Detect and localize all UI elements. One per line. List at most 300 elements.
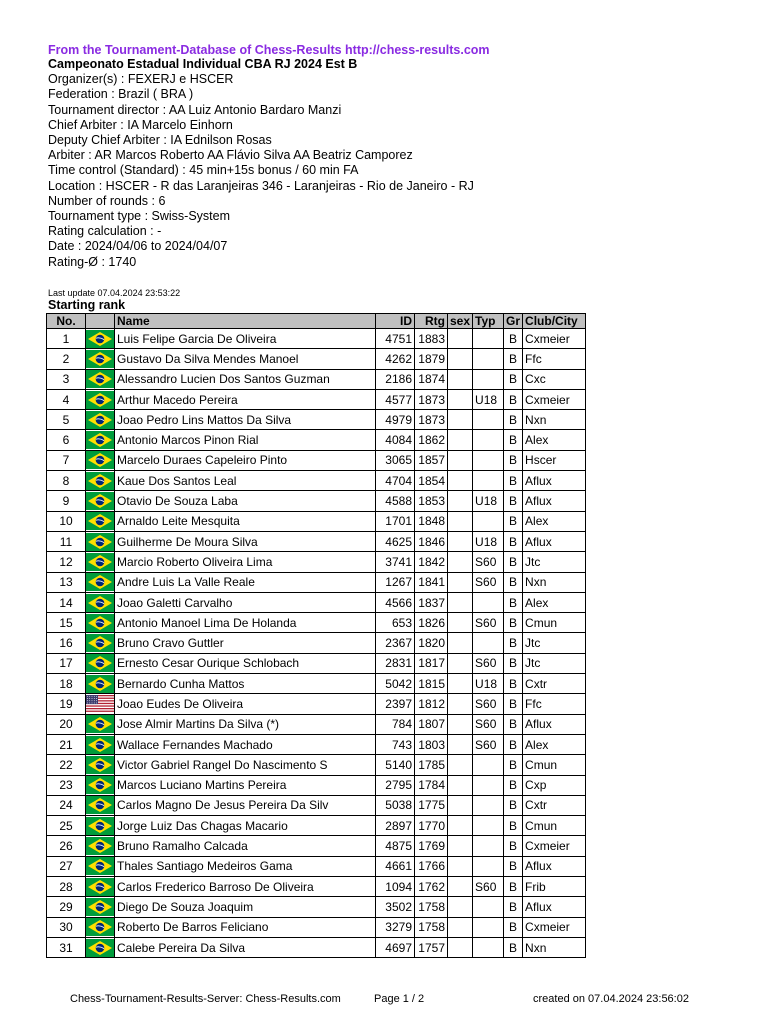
player-club: Cxmeier <box>523 329 586 349</box>
player-name[interactable]: Antonio Manoel Lima De Holanda <box>115 613 376 633</box>
player-type <box>473 897 504 917</box>
player-group: B <box>504 653 523 673</box>
player-rating: 1853 <box>415 491 448 511</box>
player-rating: 1785 <box>415 755 448 775</box>
brazil-flag-icon <box>86 816 115 836</box>
info-type: Tournament type : Swiss-System <box>48 209 231 224</box>
tournament-title: Campeonato Estadual Individual CBA RJ 2024 Est B <box>48 57 358 71</box>
col-id: ID <box>376 314 415 329</box>
table-row <box>47 572 586 592</box>
brazil-flag-icon <box>86 836 115 856</box>
player-name[interactable]: Victor Gabriel Rangel Do Nascimento S <box>115 755 376 775</box>
table-body <box>47 329 586 958</box>
player-no: 4 <box>47 389 86 409</box>
player-sex <box>448 430 473 450</box>
footer-server: Chess-Tournament-Results-Server: Chess-Results.com <box>70 993 341 1005</box>
player-name[interactable]: Kaue Dos Santos Leal <box>115 471 376 491</box>
table-row <box>47 856 586 876</box>
brazil-flag-icon <box>86 734 115 754</box>
table-row <box>47 674 586 694</box>
table-row <box>47 349 586 369</box>
player-club: Nxn <box>523 572 586 592</box>
table-row <box>47 836 586 856</box>
player-sex <box>448 653 473 673</box>
brazil-flag-icon <box>86 877 115 897</box>
player-club: Cxp <box>523 775 586 795</box>
table-row <box>47 694 586 714</box>
player-group: B <box>504 734 523 754</box>
player-id: 4588 <box>376 491 415 511</box>
player-type: S60 <box>473 714 504 734</box>
player-id: 1701 <box>376 511 415 531</box>
player-sex <box>448 836 473 856</box>
player-no: 10 <box>47 511 86 531</box>
table-row <box>47 877 586 897</box>
player-no: 14 <box>47 592 86 612</box>
tournament-info <box>48 57 474 270</box>
player-sex <box>448 349 473 369</box>
col-rtg: Rtg <box>415 314 448 329</box>
last-update: Last update 07.04.2024 23:53:22 <box>48 288 181 298</box>
player-club: Aflux <box>523 491 586 511</box>
player-group: B <box>504 410 523 430</box>
player-club: Aflux <box>523 531 586 551</box>
table-row <box>47 795 586 815</box>
player-no: 18 <box>47 674 86 694</box>
player-sex <box>448 633 473 653</box>
player-name[interactable]: Bruno Ramalho Calcada <box>115 836 376 856</box>
player-no: 6 <box>47 430 86 450</box>
player-sex <box>448 511 473 531</box>
player-club: Aflux <box>523 856 586 876</box>
table-row <box>47 917 586 937</box>
player-no: 31 <box>47 937 86 957</box>
player-id: 5042 <box>376 674 415 694</box>
player-type <box>473 856 504 876</box>
player-rating: 1775 <box>415 795 448 815</box>
col-sex: sex <box>448 314 473 329</box>
info-location: Location : HSCER - R das Laranjeiras 346 - Laranjeiras - Rio de Janeiro - RJ <box>48 178 474 193</box>
player-name[interactable]: Marcelo Duraes Capeleiro Pinto <box>115 450 376 470</box>
player-group: B <box>504 572 523 592</box>
info-deputy-arbiter: Deputy Chief Arbiter : IA Ednilson Rosas <box>48 133 272 148</box>
table-row <box>47 714 586 734</box>
player-rating: 1862 <box>415 430 448 450</box>
player-name[interactable]: Arnaldo Leite Mesquita <box>115 511 376 531</box>
player-no: 12 <box>47 552 86 572</box>
player-name[interactable]: Bernardo Cunha Mattos <box>115 674 376 694</box>
player-club: Jtc <box>523 653 586 673</box>
player-type <box>473 450 504 470</box>
player-type <box>473 836 504 856</box>
player-id: 2795 <box>376 775 415 795</box>
player-group: B <box>504 856 523 876</box>
brazil-flag-icon <box>86 897 115 917</box>
player-id: 743 <box>376 734 415 754</box>
player-no: 26 <box>47 836 86 856</box>
player-group: B <box>504 369 523 389</box>
player-name[interactable]: Andre Luis La Valle Reale <box>115 572 376 592</box>
player-id: 3502 <box>376 897 415 917</box>
player-rating: 1873 <box>415 410 448 430</box>
player-id: 4661 <box>376 856 415 876</box>
player-rating: 1758 <box>415 917 448 937</box>
table-row <box>47 734 586 754</box>
player-id: 784 <box>376 714 415 734</box>
player-group: B <box>504 471 523 491</box>
info-director: Tournament director : AA Luiz Antonio Bardaro Manzi <box>48 102 342 117</box>
player-sex <box>448 714 473 734</box>
table-row <box>47 552 586 572</box>
table-row <box>47 816 586 836</box>
player-group: B <box>504 613 523 633</box>
table-row <box>47 471 586 491</box>
player-id: 2831 <box>376 653 415 673</box>
table-row <box>47 633 586 653</box>
player-sex <box>448 694 473 714</box>
player-club: Ffc <box>523 349 586 369</box>
table-row <box>47 531 586 551</box>
starting-rank-table <box>46 313 586 958</box>
player-group: B <box>504 937 523 957</box>
info-chief-arbiter: Chief Arbiter : IA Marcelo Einhorn <box>48 117 233 132</box>
player-group: B <box>504 349 523 369</box>
player-name[interactable]: Jose Almir Martins Da Silva (*) <box>115 714 376 734</box>
player-rating: 1826 <box>415 613 448 633</box>
player-group: B <box>504 694 523 714</box>
player-rating: 1857 <box>415 450 448 470</box>
footer-created: created on 07.04.2024 23:56:02 <box>533 993 689 1005</box>
player-no: 19 <box>47 694 86 714</box>
player-name[interactable]: Carlos Magno De Jesus Pereira Da Silv <box>115 795 376 815</box>
player-id: 3741 <box>376 552 415 572</box>
player-type <box>473 795 504 815</box>
player-rating: 1854 <box>415 471 448 491</box>
footer-page: Page 1 / 2 <box>374 993 425 1005</box>
player-no: 21 <box>47 734 86 754</box>
player-type: U18 <box>473 531 504 551</box>
player-rating: 1758 <box>415 897 448 917</box>
player-club: Cxmeier <box>523 389 586 409</box>
player-rating: 1766 <box>415 856 448 876</box>
player-club: Frib <box>523 877 586 897</box>
player-no: 9 <box>47 491 86 511</box>
player-group: B <box>504 917 523 937</box>
player-sex <box>448 450 473 470</box>
player-club: Aflux <box>523 897 586 917</box>
player-sex <box>448 816 473 836</box>
player-name[interactable]: Wallace Fernandes Machado <box>115 734 376 754</box>
player-sex <box>448 937 473 957</box>
player-type: U18 <box>473 674 504 694</box>
player-id: 2186 <box>376 369 415 389</box>
brazil-flag-icon <box>86 613 115 633</box>
player-type: S60 <box>473 572 504 592</box>
player-name[interactable]: Bruno Cravo Guttler <box>115 633 376 653</box>
player-group: B <box>504 674 523 694</box>
brazil-flag-icon <box>86 917 115 937</box>
info-federation: Federation : Brazil ( BRA ) <box>48 87 194 102</box>
player-name[interactable]: Marcio Roberto Oliveira Lima <box>115 552 376 572</box>
player-id: 5038 <box>376 795 415 815</box>
player-club: Ffc <box>523 694 586 714</box>
player-type: S60 <box>473 552 504 572</box>
player-group: B <box>504 775 523 795</box>
brazil-flag-icon <box>86 572 115 592</box>
table-row <box>47 775 586 795</box>
brazil-flag-icon <box>86 795 115 815</box>
col-club: Club/City <box>523 314 586 329</box>
info-rounds: Number of rounds : 6 <box>48 193 166 208</box>
player-type <box>473 775 504 795</box>
player-type: U18 <box>473 491 504 511</box>
player-name[interactable]: Luis Felipe Garcia De Oliveira <box>115 329 376 349</box>
info-arbiter: Arbiter : AR Marcos Roberto AA Flávio Silva AA Beatriz Camporez <box>48 148 413 163</box>
player-club: Cmun <box>523 816 586 836</box>
player-club: Nxn <box>523 410 586 430</box>
player-no: 5 <box>47 410 86 430</box>
player-id: 4577 <box>376 389 415 409</box>
player-club: Jtc <box>523 552 586 572</box>
player-club: Alex <box>523 592 586 612</box>
player-sex <box>448 471 473 491</box>
player-type <box>473 430 504 450</box>
player-name[interactable]: Diego De Souza Joaquim <box>115 897 376 917</box>
brazil-flag-icon <box>86 329 115 349</box>
player-id: 4084 <box>376 430 415 450</box>
col-flag <box>86 314 115 329</box>
player-sex <box>448 329 473 349</box>
brazil-flag-icon <box>86 856 115 876</box>
player-id: 4566 <box>376 592 415 612</box>
player-name[interactable]: Marcos Luciano Martins Pereira <box>115 775 376 795</box>
player-no: 11 <box>47 531 86 551</box>
player-club: Aflux <box>523 471 586 491</box>
table-row <box>47 450 586 470</box>
player-type <box>473 633 504 653</box>
player-club: Hscer <box>523 450 586 470</box>
player-group: B <box>504 816 523 836</box>
table-row <box>47 511 586 531</box>
player-name[interactable]: Joao Galetti Carvalho <box>115 592 376 612</box>
player-name[interactable]: Calebe Pereira Da Silva <box>115 937 376 957</box>
player-id: 1267 <box>376 572 415 592</box>
brazil-flag-icon <box>86 937 115 957</box>
player-type: U18 <box>473 389 504 409</box>
player-sex <box>448 410 473 430</box>
player-group: B <box>504 450 523 470</box>
player-no: 24 <box>47 795 86 815</box>
player-rating: 1784 <box>415 775 448 795</box>
brazil-flag-icon <box>86 430 115 450</box>
player-name[interactable]: Gustavo Da Silva Mendes Manoel <box>115 349 376 369</box>
player-sex <box>448 572 473 592</box>
table-row <box>47 369 586 389</box>
info-rating-calc: Rating calculation : - <box>48 224 162 239</box>
player-id: 3279 <box>376 917 415 937</box>
player-sex <box>448 369 473 389</box>
player-type <box>473 410 504 430</box>
table-row <box>47 897 586 917</box>
player-name[interactable]: Carlos Frederico Barroso De Oliveira <box>115 877 376 897</box>
player-id: 653 <box>376 613 415 633</box>
info-organizer: Organizer(s) : FEXERJ e HSCER <box>48 72 234 87</box>
player-club: Cmun <box>523 755 586 775</box>
player-club: Cxtr <box>523 674 586 694</box>
brazil-flag-icon <box>86 491 115 511</box>
player-id: 4979 <box>376 410 415 430</box>
player-name[interactable]: Thales Santiago Medeiros Gama <box>115 856 376 876</box>
player-id: 4262 <box>376 349 415 369</box>
player-name[interactable]: Alessandro Lucien Dos Santos Guzman <box>115 369 376 389</box>
player-rating: 1762 <box>415 877 448 897</box>
player-sex <box>448 775 473 795</box>
table-row <box>47 491 586 511</box>
brazil-flag-icon <box>86 552 115 572</box>
player-id: 5140 <box>376 755 415 775</box>
player-sex <box>448 755 473 775</box>
source-link[interactable]: From the Tournament-Database of Chess-Results http://chess-results.com <box>48 43 490 57</box>
player-rating: 1848 <box>415 511 448 531</box>
brazil-flag-icon <box>86 653 115 673</box>
player-no: 20 <box>47 714 86 734</box>
player-id: 4875 <box>376 836 415 856</box>
player-no: 8 <box>47 471 86 491</box>
brazil-flag-icon <box>86 714 115 734</box>
player-type <box>473 816 504 836</box>
brazil-flag-icon <box>86 755 115 775</box>
player-sex <box>448 897 473 917</box>
table-row <box>47 329 586 349</box>
player-group: B <box>504 491 523 511</box>
player-sex <box>448 531 473 551</box>
player-name[interactable]: Jorge Luiz Das Chagas Macario <box>115 816 376 836</box>
brazil-flag-icon <box>86 410 115 430</box>
player-no: 15 <box>47 613 86 633</box>
player-sex <box>448 795 473 815</box>
player-no: 7 <box>47 450 86 470</box>
col-no: No. <box>47 314 86 329</box>
player-rating: 1812 <box>415 694 448 714</box>
player-sex <box>448 877 473 897</box>
player-club: Cxmeier <box>523 836 586 856</box>
player-id: 2897 <box>376 816 415 836</box>
player-rating: 1815 <box>415 674 448 694</box>
brazil-flag-icon <box>86 450 115 470</box>
player-club: Cxmeier <box>523 917 586 937</box>
player-id: 3065 <box>376 450 415 470</box>
player-rating: 1807 <box>415 714 448 734</box>
player-type <box>473 369 504 389</box>
player-sex <box>448 389 473 409</box>
usa-flag-icon <box>86 694 115 714</box>
player-name[interactable]: Arthur Macedo Pereira <box>115 389 376 409</box>
brazil-flag-icon <box>86 592 115 612</box>
table-row <box>47 653 586 673</box>
table-row <box>47 937 586 957</box>
player-rating: 1757 <box>415 937 448 957</box>
player-id: 1094 <box>376 877 415 897</box>
player-rating: 1803 <box>415 734 448 754</box>
col-typ: Typ <box>473 314 504 329</box>
player-rating: 1879 <box>415 349 448 369</box>
info-time-control: Time control (Standard) : 45 min+15s bonus / 60 min FA <box>48 163 359 178</box>
player-rating: 1841 <box>415 572 448 592</box>
brazil-flag-icon <box>86 633 115 653</box>
player-no: 25 <box>47 816 86 836</box>
info-rating-avg: Rating-Ø : 1740 <box>48 254 137 269</box>
player-sex <box>448 491 473 511</box>
player-club: Alex <box>523 511 586 531</box>
player-rating: 1874 <box>415 369 448 389</box>
player-sex <box>448 917 473 937</box>
player-type: S60 <box>473 694 504 714</box>
player-group: B <box>504 755 523 775</box>
player-name[interactable]: Otavio De Souza Laba <box>115 491 376 511</box>
player-type <box>473 471 504 491</box>
player-club: Cxc <box>523 369 586 389</box>
player-group: B <box>504 592 523 612</box>
player-club: Cxtr <box>523 795 586 815</box>
player-group: B <box>504 877 523 897</box>
table-row <box>47 410 586 430</box>
player-name[interactable]: Roberto De Barros Feliciano <box>115 917 376 937</box>
player-sex <box>448 674 473 694</box>
brazil-flag-icon <box>86 389 115 409</box>
player-no: 28 <box>47 877 86 897</box>
player-no: 13 <box>47 572 86 592</box>
player-club: Alex <box>523 430 586 450</box>
player-group: B <box>504 329 523 349</box>
brazil-flag-icon <box>86 674 115 694</box>
player-name[interactable]: Joao Eudes De Oliveira <box>115 694 376 714</box>
player-club: Aflux <box>523 714 586 734</box>
table-row <box>47 755 586 775</box>
player-club: Cmun <box>523 613 586 633</box>
player-rating: 1873 <box>415 389 448 409</box>
player-id: 2397 <box>376 694 415 714</box>
player-name[interactable]: Ernesto Cesar Ourique Schlobach <box>115 653 376 673</box>
player-no: 1 <box>47 329 86 349</box>
player-no: 22 <box>47 755 86 775</box>
player-group: B <box>504 795 523 815</box>
table-row <box>47 430 586 450</box>
brazil-flag-icon <box>86 531 115 551</box>
player-group: B <box>504 836 523 856</box>
player-id: 4751 <box>376 329 415 349</box>
brazil-flag-icon <box>86 471 115 491</box>
brazil-flag-icon <box>86 369 115 389</box>
info-date: Date : 2024/04/06 to 2024/04/07 <box>48 239 228 254</box>
player-type <box>473 917 504 937</box>
player-sex <box>448 856 473 876</box>
brazil-flag-icon <box>86 349 115 369</box>
player-name[interactable]: Antonio Marcos Pinon Rial <box>115 430 376 450</box>
player-no: 23 <box>47 775 86 795</box>
player-group: B <box>504 531 523 551</box>
player-type <box>473 755 504 775</box>
player-club: Alex <box>523 734 586 754</box>
player-type <box>473 592 504 612</box>
player-rating: 1846 <box>415 531 448 551</box>
player-sex <box>448 552 473 572</box>
player-type: S60 <box>473 653 504 673</box>
player-name[interactable]: Guilherme De Moura Silva <box>115 531 376 551</box>
player-id: 2367 <box>376 633 415 653</box>
player-name[interactable]: Joao Pedro Lins Mattos Da Silva <box>115 410 376 430</box>
player-group: B <box>504 633 523 653</box>
player-group: B <box>504 511 523 531</box>
